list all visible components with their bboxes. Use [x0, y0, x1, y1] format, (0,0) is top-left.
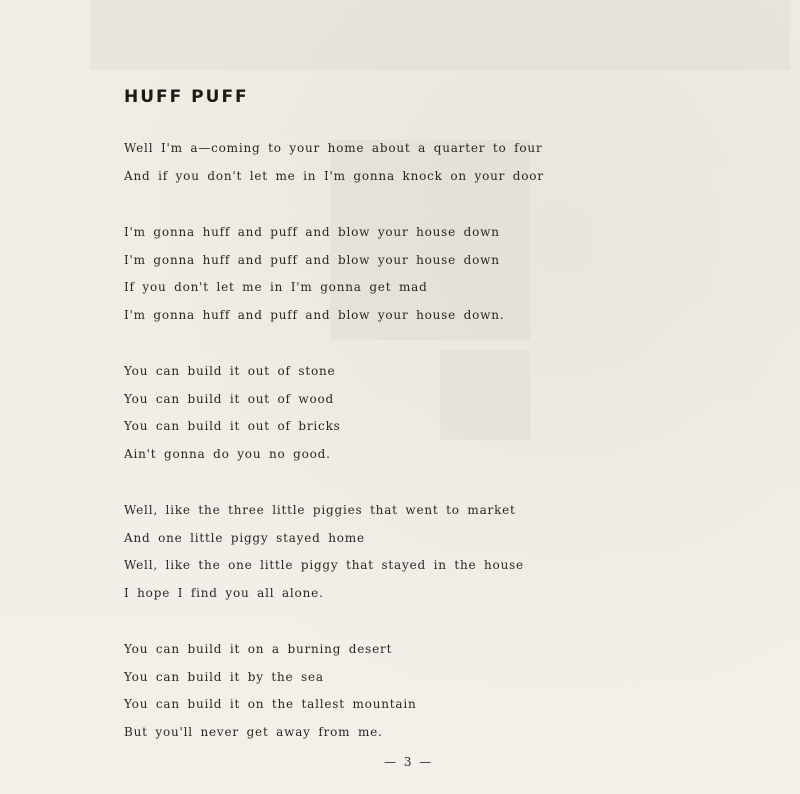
stanza-gap — [124, 610, 594, 639]
lyric-line: You can build it out of stone — [124, 364, 336, 378]
lyric-line: I'm gonna huff and puff and blow your house down. — [124, 307, 505, 322]
stanza — [124, 222, 594, 332]
lyric-line: But you'll never get away from me. — [124, 724, 383, 739]
stanza-gap — [124, 193, 594, 222]
lyric-line: Ain't gonna do you no good. — [124, 446, 331, 461]
lyric-line: And one little piggy stayed home — [124, 530, 365, 545]
lyric-line: You can build it out of bricks — [124, 419, 341, 433]
lyrics-body — [124, 138, 594, 749]
lyric-line: Well, like the three little piggies that went to market — [124, 503, 516, 517]
lyric-line: I hope I find you all alone. — [124, 585, 324, 600]
stanza — [124, 639, 594, 749]
song-title: HUFF PUFF — [124, 87, 249, 107]
stanza-gap — [124, 471, 594, 500]
lyric-line: You can build it out of wood — [124, 391, 334, 406]
lyric-line: You can build it by the sea — [124, 669, 324, 684]
lyric-line: Well I'm a—coming to your home about a quarter to four — [124, 141, 543, 155]
lyric-line: You can build it on the tallest mountain — [124, 697, 417, 711]
stanza — [124, 500, 594, 610]
lyric-line: I'm gonna huff and puff and blow your house down — [124, 225, 500, 239]
lyric-line: Well, like the one little piggy that stayed in the house — [124, 558, 524, 572]
lyric-line: If you don't let me in I'm gonna get mad — [124, 280, 428, 294]
lyric-line: I'm gonna huff and puff and blow your house down — [124, 252, 500, 267]
page-number: — 3 — — [384, 755, 434, 769]
stanza — [124, 361, 594, 471]
lyric-line: You can build it on a burning desert — [124, 642, 393, 656]
lyric-line: And if you don't let me in I'm gonna knock on your door — [124, 168, 544, 183]
bleed-through-band — [90, 0, 790, 70]
stanza-gap — [124, 332, 594, 361]
stanza — [124, 138, 594, 193]
